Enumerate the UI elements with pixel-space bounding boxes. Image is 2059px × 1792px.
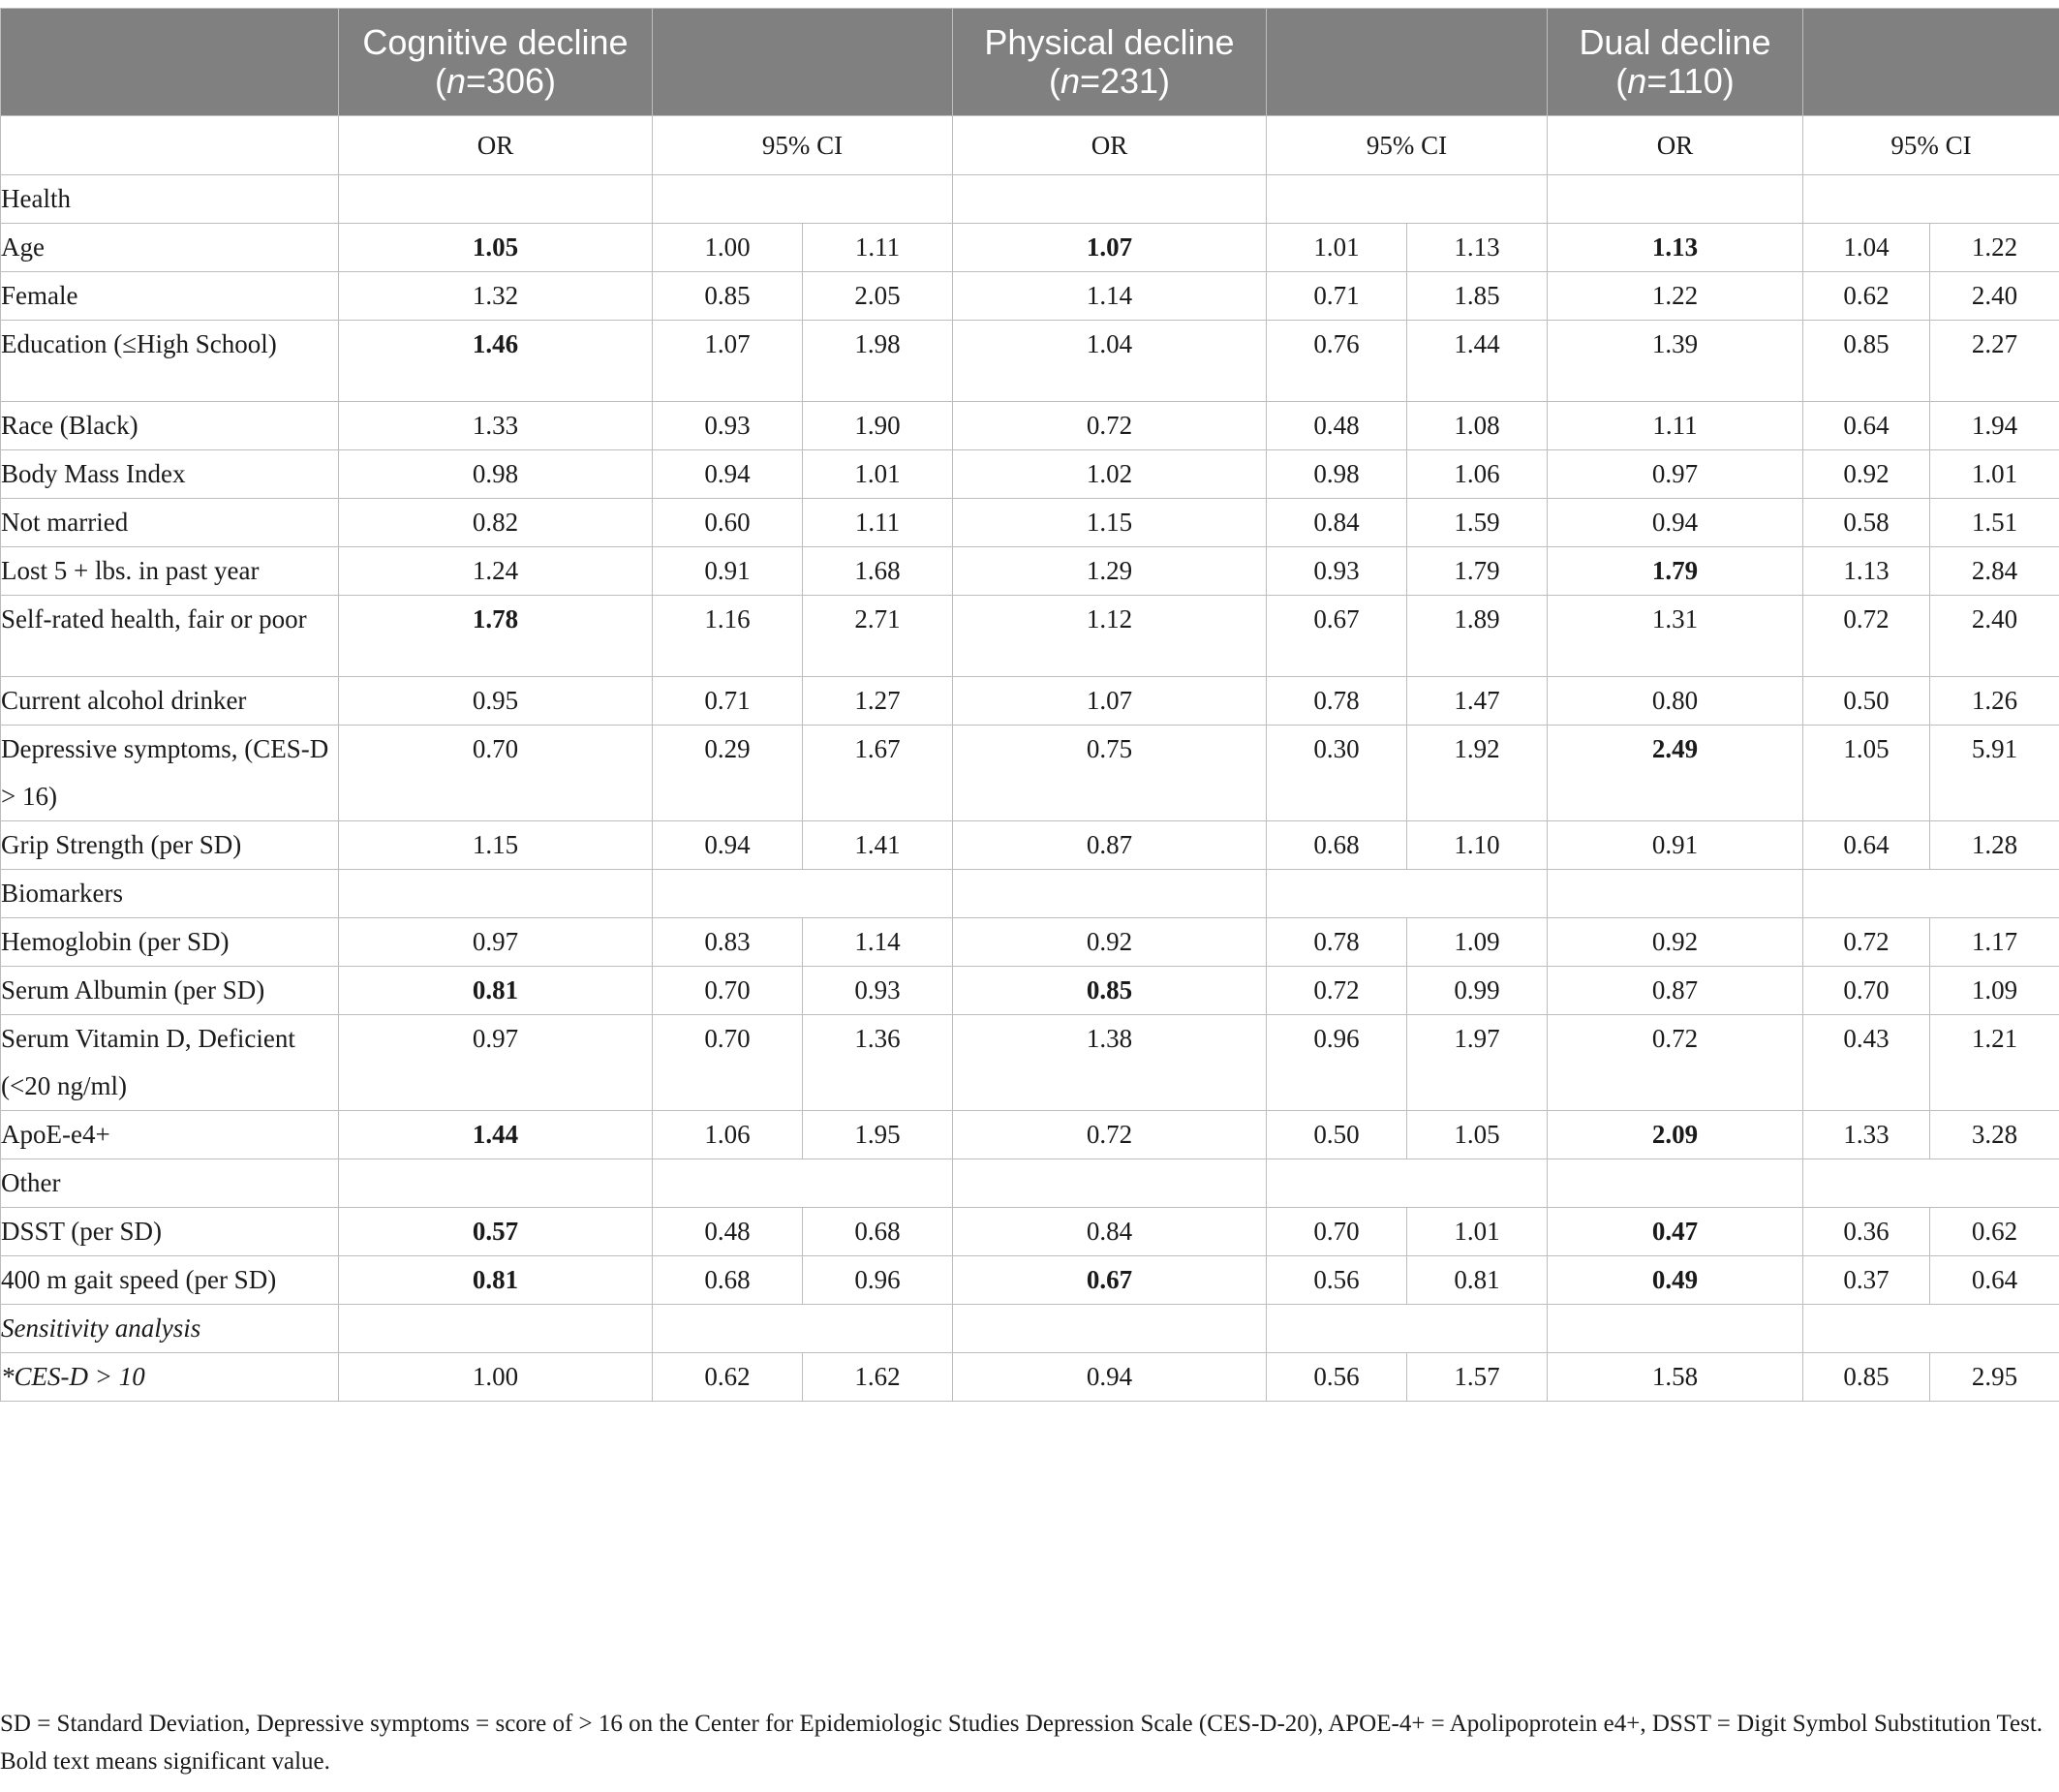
row-label: Grip Strength (per SD) [1,821,339,870]
ci-upper-cell: 1.51 [1930,499,2059,547]
header-cognitive-decline: Cognitive decline (n=306) [339,9,653,116]
row-label: Hemoglobin (per SD) [1,918,339,967]
ci-upper-cell: 1.01 [1407,1208,1548,1256]
subheader-ci: 95% CI [653,116,953,175]
ci-upper-cell: 1.36 [803,1015,953,1111]
table-row [1,1208,2059,1256]
ci-lower-cell: 1.07 [653,321,803,402]
ci-lower-cell: 0.85 [653,272,803,321]
ci-upper-cell: 1.89 [1407,596,1548,677]
header-dual-decline: Dual decline (n=110) [1548,9,1803,116]
empty-cell [1548,1305,1803,1353]
row-label: Female [1,272,339,321]
odds-ratio-cell: 1.05 [339,224,653,272]
row-label: Serum Albumin (per SD) [1,967,339,1015]
ci-lower-cell: 0.58 [1803,499,1930,547]
ci-lower-cell: 1.33 [1803,1111,1930,1159]
odds-ratio-cell: 0.94 [1548,499,1803,547]
ci-upper-cell: 0.96 [803,1256,953,1305]
odds-ratio-cell: 1.04 [953,321,1267,402]
empty-cell [1267,870,1548,918]
row-label: *CES-D > 10 [1,1353,339,1402]
odds-ratio-cell: 0.97 [1548,450,1803,499]
ci-upper-cell: 1.95 [803,1111,953,1159]
ci-upper-cell: 0.62 [1930,1208,2059,1256]
ci-lower-cell: 0.56 [1267,1353,1407,1402]
section-label: Sensitivity analysis [1,1305,339,1353]
table-row [1,677,2059,726]
ci-lower-cell: 0.85 [1803,321,1930,402]
ci-lower-cell: 0.70 [1267,1208,1407,1256]
odds-ratio-cell: 1.78 [339,596,653,677]
ci-upper-cell: 1.17 [1930,918,2059,967]
table-row [1,1111,2059,1159]
odds-ratio-cell: 0.70 [339,726,653,821]
odds-ratio-cell: 1.46 [339,321,653,402]
odds-ratio-cell: 0.49 [1548,1256,1803,1305]
empty-cell [653,870,953,918]
ci-upper-cell: 1.94 [1930,402,2059,450]
header-blank [1803,9,2059,116]
ci-lower-cell: 0.29 [653,726,803,821]
row-label: Self-rated health, fair or poor [1,596,339,677]
ci-lower-cell: 0.83 [653,918,803,967]
empty-cell [1267,1305,1548,1353]
odds-ratio-cell: 1.12 [953,596,1267,677]
ci-upper-cell: 1.27 [803,677,953,726]
odds-ratio-cell: 1.79 [1548,547,1803,596]
ci-lower-cell: 0.68 [1267,821,1407,870]
odds-ratio-cell: 1.00 [339,1353,653,1402]
results-table [0,8,2059,1402]
odds-ratio-cell: 0.72 [953,1111,1267,1159]
table-footnote: SD = Standard Deviation, Depressive symptoms = score of > 16 on the Center for Epidemiologic Studies Depression Scale (CES-D-20), APOE-4+ = Apolipoprotein e4+, DSST = Digit Symbol Substitution Test. Bold text means significant value. [0,1711,2044,1775]
empty-cell [339,1159,653,1208]
ci-upper-cell: 1.08 [1407,402,1548,450]
empty-cell [1548,175,1803,224]
odds-ratio-cell: 0.80 [1548,677,1803,726]
ci-lower-cell: 1.06 [653,1111,803,1159]
ci-upper-cell: 1.09 [1930,967,2059,1015]
odds-ratio-cell: 2.09 [1548,1111,1803,1159]
row-label: Age [1,224,339,272]
group-header-row [1,9,2059,116]
empty-cell [1803,1305,2059,1353]
ci-lower-cell: 0.48 [653,1208,803,1256]
ci-lower-cell: 1.00 [653,224,803,272]
odds-ratio-cell: 0.92 [1548,918,1803,967]
ci-upper-cell: 0.99 [1407,967,1548,1015]
odds-ratio-cell: 0.75 [953,726,1267,821]
row-label: Depressive symptoms, (CES-D > 16) [1,726,339,821]
ci-lower-cell: 0.91 [653,547,803,596]
ci-lower-cell: 0.48 [1267,402,1407,450]
ci-upper-cell: 1.47 [1407,677,1548,726]
odds-ratio-cell: 1.38 [953,1015,1267,1111]
ci-lower-cell: 0.36 [1803,1208,1930,1256]
ci-lower-cell: 0.64 [1803,402,1930,450]
ci-lower-cell: 0.98 [1267,450,1407,499]
ci-upper-cell: 1.01 [1930,450,2059,499]
ci-lower-cell: 0.84 [1267,499,1407,547]
ci-lower-cell: 0.70 [653,967,803,1015]
ci-upper-cell: 1.21 [1930,1015,2059,1111]
row-label: Education (≤High School) [1,321,339,402]
table-row [1,499,2059,547]
ci-upper-cell: 1.26 [1930,677,2059,726]
ci-lower-cell: 0.43 [1803,1015,1930,1111]
odds-ratio-cell: 0.84 [953,1208,1267,1256]
row-label: Body Mass Index [1,450,339,499]
odds-ratio-cell: 1.02 [953,450,1267,499]
ci-lower-cell: 0.60 [653,499,803,547]
ci-lower-cell: 0.30 [1267,726,1407,821]
ci-lower-cell: 0.62 [653,1353,803,1402]
section-label: Health [1,175,339,224]
table-row [1,1353,2059,1402]
odds-ratio-cell: 1.15 [339,821,653,870]
empty-cell [953,1159,1267,1208]
odds-ratio-cell: 1.31 [1548,596,1803,677]
empty-cell [1267,1159,1548,1208]
odds-ratio-cell: 0.91 [1548,821,1803,870]
ci-lower-cell: 1.04 [1803,224,1930,272]
ci-lower-cell: 0.70 [1803,967,1930,1015]
odds-ratio-cell: 0.82 [339,499,653,547]
table-row [1,1256,2059,1305]
section-label: Other [1,1159,339,1208]
ci-upper-cell: 2.95 [1930,1353,2059,1402]
odds-ratio-cell: 0.97 [339,918,653,967]
subheader-ci: 95% CI [1803,116,2059,175]
odds-ratio-cell: 1.24 [339,547,653,596]
row-label: Not married [1,499,339,547]
empty-cell [953,175,1267,224]
ci-upper-cell: 1.62 [803,1353,953,1402]
odds-ratio-cell: 0.85 [953,967,1267,1015]
table-row [1,402,2059,450]
odds-ratio-cell: 1.13 [1548,224,1803,272]
ci-upper-cell: 1.28 [1930,821,2059,870]
ci-lower-cell: 0.94 [653,821,803,870]
section-row [1,870,2059,918]
empty-cell [653,1159,953,1208]
row-label: Race (Black) [1,402,339,450]
odds-ratio-cell: 0.81 [339,967,653,1015]
ci-upper-cell: 1.44 [1407,321,1548,402]
odds-ratio-cell: 1.15 [953,499,1267,547]
table-row [1,547,2059,596]
odds-ratio-cell: 1.29 [953,547,1267,596]
empty-cell [1803,1159,2059,1208]
row-label: 400 m gait speed (per SD) [1,1256,339,1305]
ci-lower-cell: 0.78 [1267,918,1407,967]
header-blank [653,9,953,116]
subheader-or: OR [1548,116,1803,175]
table-row [1,918,2059,967]
ci-upper-cell: 5.91 [1930,726,2059,821]
ci-upper-cell: 1.41 [803,821,953,870]
ci-upper-cell: 1.14 [803,918,953,967]
odds-ratio-cell: 1.14 [953,272,1267,321]
subheader-row [1,116,2059,175]
ci-lower-cell: 0.94 [653,450,803,499]
ci-lower-cell: 0.92 [1803,450,1930,499]
odds-ratio-cell: 0.98 [339,450,653,499]
table-row [1,450,2059,499]
empty-cell [339,175,653,224]
table-row [1,967,2059,1015]
row-label: Serum Vitamin D, Deficient (<20 ng/ml) [1,1015,339,1111]
odds-ratio-cell: 0.94 [953,1353,1267,1402]
ci-upper-cell: 1.06 [1407,450,1548,499]
ci-lower-cell: 0.67 [1267,596,1407,677]
odds-ratio-cell: 1.32 [339,272,653,321]
odds-ratio-cell: 0.81 [339,1256,653,1305]
ci-upper-cell: 1.22 [1930,224,2059,272]
ci-upper-cell: 1.10 [1407,821,1548,870]
ci-upper-cell: 1.11 [803,499,953,547]
empty-cell [339,1305,653,1353]
row-label: ApoE-e4+ [1,1111,339,1159]
section-row [1,1305,2059,1353]
ci-lower-cell: 0.62 [1803,272,1930,321]
ci-lower-cell: 1.16 [653,596,803,677]
odds-ratio-cell: 1.33 [339,402,653,450]
header-physical-decline: Physical decline (n=231) [953,9,1267,116]
odds-ratio-cell: 1.07 [953,224,1267,272]
ci-lower-cell: 0.50 [1803,677,1930,726]
table-row [1,321,2059,402]
odds-ratio-cell: 0.97 [339,1015,653,1111]
row-label: Current alcohol drinker [1,677,339,726]
header-blank [1267,9,1548,116]
ci-upper-cell: 1.57 [1407,1353,1548,1402]
empty-cell [653,1305,953,1353]
ci-upper-cell: 1.11 [803,224,953,272]
ci-lower-cell: 0.37 [1803,1256,1930,1305]
ci-lower-cell: 0.70 [653,1015,803,1111]
ci-upper-cell: 2.84 [1930,547,2059,596]
ci-upper-cell: 2.40 [1930,596,2059,677]
subheader-ci: 95% CI [1267,116,1548,175]
empty-cell [1803,870,2059,918]
ci-upper-cell: 2.71 [803,596,953,677]
ci-upper-cell: 0.93 [803,967,953,1015]
subheader-or: OR [953,116,1267,175]
odds-ratio-cell: 0.67 [953,1256,1267,1305]
ci-lower-cell: 0.56 [1267,1256,1407,1305]
odds-ratio-cell: 2.49 [1548,726,1803,821]
empty-cell [1548,1159,1803,1208]
odds-ratio-cell: 0.57 [339,1208,653,1256]
row-label: DSST (per SD) [1,1208,339,1256]
odds-ratio-cell: 0.87 [953,821,1267,870]
ci-lower-cell: 0.71 [653,677,803,726]
ci-upper-cell: 2.40 [1930,272,2059,321]
table-row [1,821,2059,870]
odds-ratio-cell: 0.95 [339,677,653,726]
section-label: Biomarkers [1,870,339,918]
odds-ratio-cell: 0.47 [1548,1208,1803,1256]
table-row [1,726,2059,821]
ci-lower-cell: 0.71 [1267,272,1407,321]
ci-lower-cell: 0.78 [1267,677,1407,726]
odds-ratio-cell: 1.07 [953,677,1267,726]
empty-cell [1548,870,1803,918]
ci-lower-cell: 1.01 [1267,224,1407,272]
ci-upper-cell: 1.79 [1407,547,1548,596]
ci-lower-cell: 0.64 [1803,821,1930,870]
empty-cell [1803,175,2059,224]
ci-lower-cell: 0.85 [1803,1353,1930,1402]
ci-upper-cell: 1.98 [803,321,953,402]
table-row [1,272,2059,321]
ci-lower-cell: 1.05 [1803,726,1930,821]
odds-ratio-cell: 0.72 [1548,1015,1803,1111]
ci-upper-cell: 1.13 [1407,224,1548,272]
empty-cell [339,870,653,918]
subheader-or: OR [339,116,653,175]
subheader-blank [1,116,339,175]
ci-lower-cell: 0.68 [653,1256,803,1305]
ci-upper-cell: 1.05 [1407,1111,1548,1159]
section-row [1,1159,2059,1208]
ci-upper-cell: 1.01 [803,450,953,499]
ci-upper-cell: 3.28 [1930,1111,2059,1159]
ci-upper-cell: 0.68 [803,1208,953,1256]
section-row [1,175,2059,224]
ci-upper-cell: 1.67 [803,726,953,821]
table-row [1,224,2059,272]
ci-upper-cell: 2.27 [1930,321,2059,402]
ci-upper-cell: 0.64 [1930,1256,2059,1305]
ci-lower-cell: 0.93 [1267,547,1407,596]
ci-lower-cell: 0.96 [1267,1015,1407,1111]
table-row [1,596,2059,677]
ci-upper-cell: 2.05 [803,272,953,321]
odds-ratio-cell: 1.58 [1548,1353,1803,1402]
ci-lower-cell: 0.76 [1267,321,1407,402]
ci-upper-cell: 1.90 [803,402,953,450]
ci-lower-cell: 0.93 [653,402,803,450]
ci-lower-cell: 0.72 [1803,918,1930,967]
header-blank [1,9,339,116]
empty-cell [953,1305,1267,1353]
empty-cell [1267,175,1548,224]
row-label: Lost 5 + lbs. in past year [1,547,339,596]
odds-ratio-cell: 1.44 [339,1111,653,1159]
ci-upper-cell: 1.97 [1407,1015,1548,1111]
ci-upper-cell: 1.85 [1407,272,1548,321]
ci-lower-cell: 1.13 [1803,547,1930,596]
odds-ratio-cell: 0.87 [1548,967,1803,1015]
odds-ratio-cell: 1.11 [1548,402,1803,450]
ci-upper-cell: 1.92 [1407,726,1548,821]
odds-ratio-cell: 1.39 [1548,321,1803,402]
ci-upper-cell: 1.59 [1407,499,1548,547]
ci-lower-cell: 0.50 [1267,1111,1407,1159]
odds-ratio-cell: 0.92 [953,918,1267,967]
ci-upper-cell: 1.09 [1407,918,1548,967]
ci-upper-cell: 1.68 [803,547,953,596]
empty-cell [953,870,1267,918]
odds-ratio-cell: 1.22 [1548,272,1803,321]
ci-upper-cell: 0.81 [1407,1256,1548,1305]
odds-ratio-cell: 0.72 [953,402,1267,450]
ci-lower-cell: 0.72 [1803,596,1930,677]
empty-cell [653,175,953,224]
ci-lower-cell: 0.72 [1267,967,1407,1015]
table-row [1,1015,2059,1111]
